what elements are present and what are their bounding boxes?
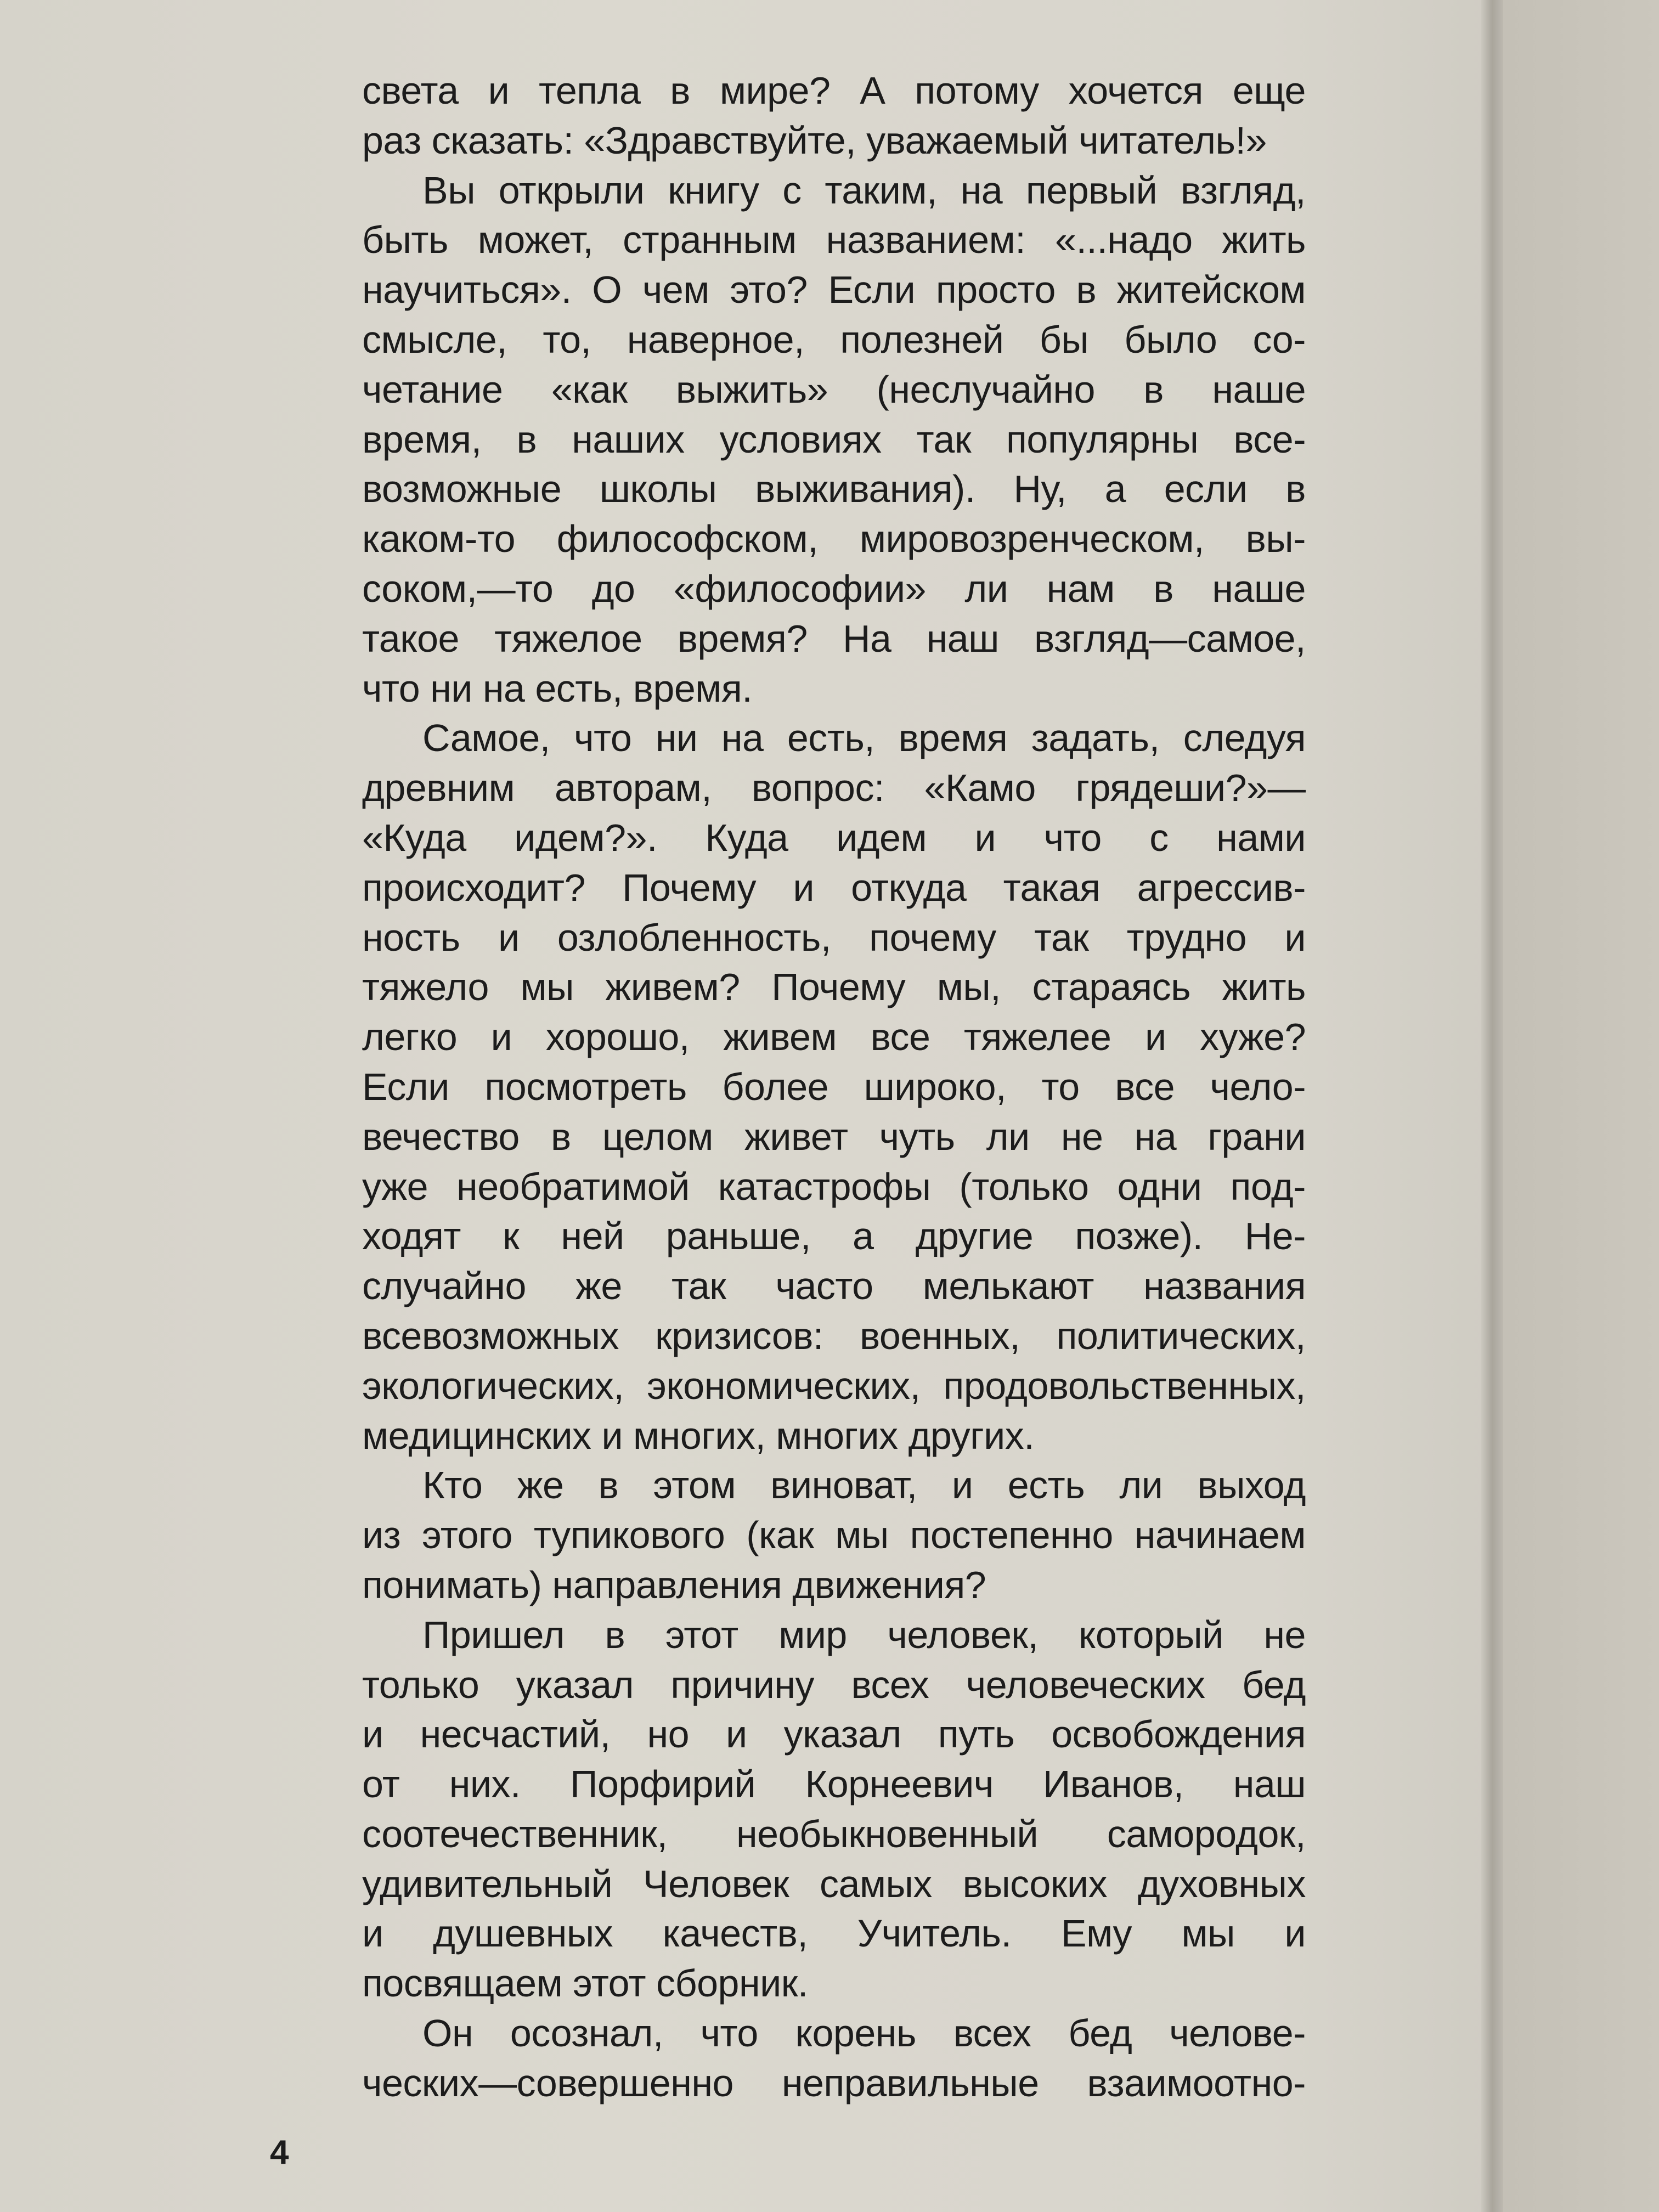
- text-line: смысле, то, наверное, полезней бы было со-: [362, 318, 1306, 361]
- text-line: раз сказать: «Здравствуйте, уважаемый читатель!»: [362, 119, 1267, 162]
- text-line: Пришел в этот мир человек, который не: [422, 1613, 1306, 1656]
- text-line: и несчастий, но и указал путь освобождения: [362, 1713, 1306, 1756]
- text-line: каком-то философском, мировозренческом, вы-: [362, 517, 1306, 561]
- text-line: Самое, что ни на есть, время задать, следуя: [422, 716, 1306, 760]
- text-line: и душевных качеств, Учитель. Ему мы и: [362, 1912, 1306, 1955]
- text-line: удивительный Человек самых высоких духовных: [362, 1862, 1306, 1905]
- text-line: ность и озлобленность, почему так трудно и: [362, 916, 1306, 959]
- text-line: света и тепла в мире? А потому хочется еще: [362, 69, 1306, 112]
- text-line: посвящаем этот сборник.: [362, 1962, 808, 2005]
- text-line: случайно же так часто мелькают названия: [362, 1265, 1306, 1308]
- text-line: соком,—то до «философии» ли нам в наше: [362, 567, 1306, 610]
- text-line: Он осознал, что корень всех бед челове-: [422, 2012, 1306, 2055]
- text-line: ходят к ней раньше, а другие позже). Не-: [362, 1215, 1306, 1258]
- text-line: время, в наших условиях так популярны все-: [362, 417, 1306, 461]
- text-line: соотечественник, необыкновенный самородок,: [362, 1812, 1306, 1855]
- text-line: всевозможных кризисов: военных, политических,: [362, 1314, 1306, 1357]
- text-line: Кто же в этом виноват, и есть ли выход: [422, 1464, 1306, 1507]
- text-line: Если посмотреть более широко, то все чело-: [362, 1065, 1306, 1108]
- text-line: уже необратимой катастрофы (только одни под-: [362, 1165, 1306, 1208]
- text-line: от них. Порфирий Корнеевич Иванов, наш: [362, 1763, 1306, 1806]
- text-line: из этого тупикового (как мы постепенно начинаем: [362, 1514, 1306, 1557]
- text-line: Вы открыли книгу с таким, на первый взгляд,: [422, 168, 1306, 212]
- page-number: 4: [270, 2134, 289, 2171]
- text-line: происходит? Почему и откуда такая агрессив-: [362, 866, 1306, 909]
- text-line: научиться». О чем это? Если просто в житейском: [362, 268, 1306, 312]
- text-line: только указал причину всех человеческих бед: [362, 1663, 1306, 1706]
- text-line: «Куда идем?». Куда идем и что с нами: [362, 816, 1306, 859]
- text-line: быть может, странным названием: «...надо жить: [362, 218, 1306, 262]
- text-line: четание «как выжить» (неслучайно в наше: [362, 368, 1306, 411]
- text-line: такое тяжелое время? На наш взгляд—самое,: [362, 617, 1306, 660]
- text-line: древним авторам, вопрос: «Камо грядеши?»—: [362, 766, 1306, 810]
- adjacent-page-edge: [1503, 0, 1659, 2212]
- text-line: вечество в целом живет чуть ли не на грани: [362, 1115, 1306, 1158]
- text-line: ческих—совершенно неправильные взаимоотно-: [362, 2061, 1306, 2104]
- text-line: экологических, экономических, продовольственных,: [362, 1364, 1306, 1407]
- text-line: понимать) направления движения?: [362, 1563, 986, 1606]
- text-line: возможные школы выживания). Ну, а если в: [362, 467, 1306, 511]
- text-line: медицинских и многих, многих других.: [362, 1414, 1035, 1457]
- book-gutter: [1481, 0, 1503, 2212]
- text-line: легко и хорошо, живем все тяжелее и хуже?: [362, 1015, 1306, 1059]
- text-line: тяжело мы живем? Почему мы, стараясь жить: [362, 966, 1306, 1009]
- text-line: что ни на есть, время.: [362, 667, 753, 710]
- body-text: [362, 66, 1306, 2108]
